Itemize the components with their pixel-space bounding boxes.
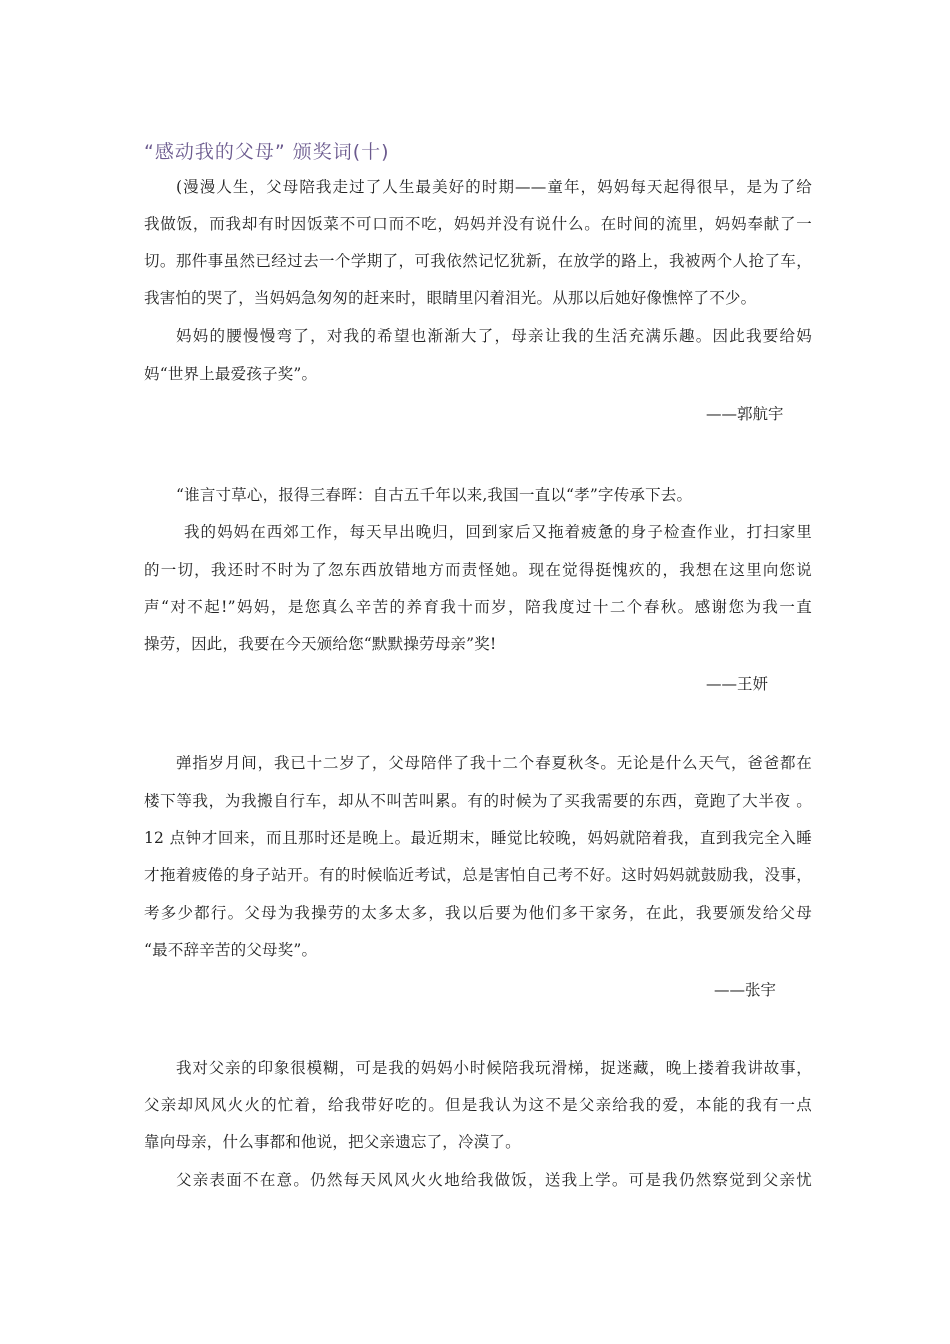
paragraph-line: 父亲表面不在意。仍然每天风风火火地给我做饭，送我上学。可是我仍然察觉到父亲忧	[176, 1171, 812, 1189]
paragraph-line: 的一切，我还时不时为了忽东西放错地方而责怪她。现在觉得挺愧疚的，我想在这里向您说	[144, 561, 812, 579]
paragraph-line: 才拖着疲倦的身子站开。有的时候临近考试，总是害怕自己考不好。这时妈妈就鼓励我，没事，	[144, 866, 812, 884]
document-title: “感动我的父母” 颁奖词(十)	[144, 141, 390, 163]
paragraph-line: 弹指岁月间，我已十二岁了，父母陪伴了我十二个春夏秋冬。无论是什么天气，爸爸都在	[176, 754, 812, 772]
paragraph-line: (漫漫人生，父母陪我走过了人生最美好的时期——童年，妈妈每天起得很早，是为了给	[176, 178, 812, 196]
paragraph-line: 12 点钟才回来，而且那时还是晚上。最近期末，睡觉比较晚，妈妈就陪着我，直到我完全入睡	[144, 829, 812, 847]
paragraph-line: 妈妈的腰慢慢弯了，对我的希望也渐渐大了，母亲让我的生活充满乐趣。因此我要给妈	[176, 327, 812, 345]
paragraph-line: 声“对不起!”妈妈，是您真么辛苦的养育我十而岁，陪我度过十二个春秋。感谢您为我一直	[144, 598, 812, 616]
paragraph-line: 靠向母亲，什么事都和他说，把父亲遗忘了，冷漠了。	[144, 1133, 521, 1151]
author-signature: ——王妍	[706, 675, 769, 693]
paragraph-line: 我害怕的哭了，当妈妈急匆匆的赶来时，眼睛里闪着泪光。从那以后她好像憔悴了不少。	[144, 289, 757, 307]
paragraph-line: 我做饭，而我却有时因饭菜不可口而不吃，妈妈并没有说什么。在时间的流里，妈妈奉献了一	[144, 215, 812, 233]
paragraph-line: 切。那件事虽然已经过去一个学期了，可我依然记忆犹新，在放学的路上，我被两个人抢了车，	[144, 252, 812, 270]
paragraph-line: “最不辞辛苦的父母奖”。	[144, 941, 318, 959]
author-signature: ——张宇	[714, 981, 777, 999]
paragraph-line: 楼下等我，为我搬自行车，却从不叫苦叫累。有的时候为了买我需要的东西，竟跑了大半夜 。	[144, 792, 812, 810]
paragraph-line: 我的妈妈在西郊工作，每天早出晚归，回到家后又拖着疲惫的身子检查作业，打扫家里	[184, 523, 812, 541]
author-signature: ——郭航宇	[706, 405, 784, 423]
paragraph-line: “谁言寸草心，报得三春晖：自古五千年以来,我国一直以“孝”字传承下去。	[176, 486, 693, 504]
paragraph-line: 考多少都行。父母为我操劳的太多太多，我以后要为他们多干家务，在此，我要颁发给父母	[144, 904, 812, 922]
paragraph-line: 操劳，因此，我要在今天颁给您“默默操劳母亲”奖!	[144, 635, 497, 653]
paragraph-line: 父亲却风风火火的忙着，给我带好吃的。但是我认为这不是父亲给我的爱，本能的我有一点	[144, 1096, 812, 1114]
paragraph-line: 我对父亲的印象很模糊，可是我的妈妈小时候陪我玩滑梯，捉迷藏，晚上搂着我讲故事，	[176, 1059, 812, 1077]
paragraph-line: 妈“世界上最爱孩子奖”。	[144, 365, 318, 383]
